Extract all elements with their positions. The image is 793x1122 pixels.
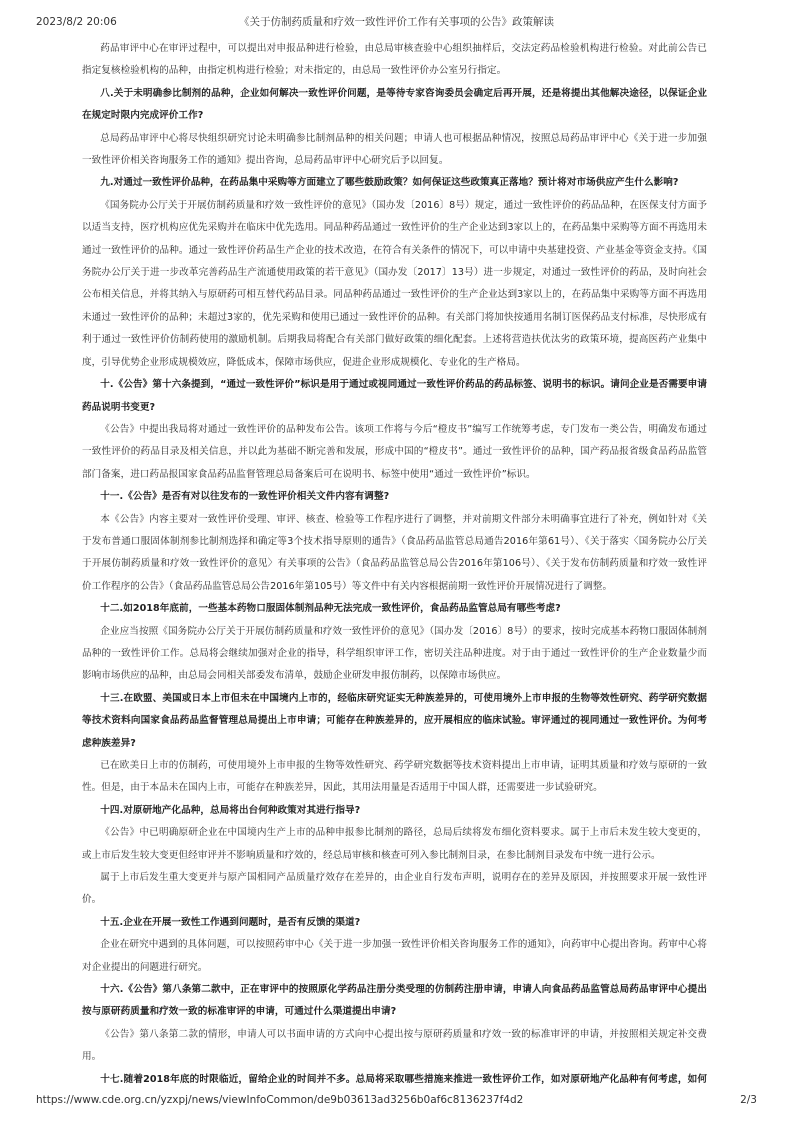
question-heading: 十二.如2018年底前，一些基本药物口服固体制剂品种无法完成一致性评价，食品药品监管总局有哪些考虑? [100, 603, 561, 615]
answer-paragraph: 已在欧美日上市的仿制药，可使用境外上市申报的生物等效性研究、药学研究数据等技术资料提出上市申请，证明其质量和疗效与原研的一致性。但是，由于本品未在国内上市，可能存在种族差异，因此，其用法用量是否适用于中国人群，还需要进一步试验研究。 [82, 760, 707, 794]
page-number: 2/3 [740, 1094, 757, 1106]
page-url: https://www.cde.org.cn/yzxpj/news/viewInfoCommon/de9b03613ad3256b0af6c8136237f4d2 [36, 1094, 524, 1106]
answer-paragraph: 《公告》中已明确原研企业在中国境内生产上市的品种申报参比制剂的路径，总局后续将发布细化资料要求。属于上市后未发生较大变更的，或上市后发生较大变更但经审评并不影响质量和疗效的，经总局审核和核查可列入参比制剂目录，在参比制剂目录发布中统一进行公示。 [82, 827, 707, 861]
question-heading: 十四.对原研地产化品种，总局将出台何种政策对其进行指导? [100, 804, 361, 816]
question-heading: 十六.《公告》第八条第二款中，正在审评中的按照原化学药品注册分类受理的仿制药注册申请，申请人向食品药品监管总局药品审评中心提出按与原研药质量和疗效一致的标准审评的申请，可通过什么渠道提出申请? [82, 984, 707, 1018]
print-header [36, 14, 757, 30]
question-heading: 八.关于未明确参比制剂的品种，企业如何解决一致性评价问题，是等待专家咨询委员会确定后再开展，还是将提出其他解决途径，以保证企业在规定时限内完成评价工作? [82, 87, 707, 122]
print-footer [36, 1092, 757, 1108]
print-datetime: 2023/8/2 20:06 [36, 16, 117, 28]
answer-paragraph: 《公告》中提出我局将对通过一致性评价的品种发布公告。该项工作将与今后“橙皮书”编写工作统筹考虑，专门发布一类公告，明确发布通过一致性评价的药品目录及相关信息，并以此为基础不断完善和发展，形成中国的“橙皮书”。通过一致性评价的品种，国产药品报省级食品药品监管部门备案，进口药品报国家食品药品监督管理总局备案后可在说明书、标签中使用“通过一致性评价”标识。 [82, 423, 707, 480]
answer-paragraph: 企业在研究中遇到的具体问题，可以按照药审中心《关于进一步加强一致性评价相关咨询服务工作的通知》，向药审中心提出咨询。药审中心将对企业提出的问题进行研究。 [82, 939, 707, 973]
question-heading: 十一.《公告》是否有对以往发布的一致性评价相关文件内容有调整? [100, 491, 390, 503]
answer-paragraph: 本《公告》内容主要对一致性评价受理、审评、核查、检验等工作程序进行了调整，并对前期文件部分未明确事宜进行了补充，例如针对《关于发布普通口服固体制剂参比制剂选择和确定等3个技术指导原则的通告》（食品药品监管总局通告2016年第61号）、《关于落实〈国务院办公厅关于开展仿制药质量和疗效一致性评价的意见〉有关事项的公告》（食品药品监管总局公告2016年第106号）、《关于发布仿制药质量和疗效一致性评价工作程序的公告》（食品药品监管总局公告2016年第105号）等文件中有关内容根据前期一致性评价开展情况进行了调整。 [82, 513, 707, 592]
question-heading: 九.对通过一致性评价品种，在药品集中采购等方面建立了哪些鼓励政策？如何保证这些政策真正落地？预计将对市场供应产生什么影响? [100, 177, 679, 189]
answer-paragraph: 总局药品审评中心将尽快组织研究讨论未明确参比制剂品种的相关问题；申请人也可根据品种情况，按照总局药品审评中心《关于进一步加强一致性评价相关咨询服务工作的通知》提出咨询，总局药品审评中心研究后予以回复。 [82, 132, 707, 167]
answer-paragraph: 《国务院办公厅关于开展仿制药质量和疗效一致性评价的意见》（国办发〔2016〕8号）规定，通过一致性评价的药品品种，在医保支付方面予以适当支持，医疗机构应优先采购并在临床中优先选用。同品种药品通过一致性评价的生产企业达到3家以上的，在药品集中采购等方面不再选用未通过一致性评价的品种。通过一致性评价药品生产企业的技术改造，在符合有关条件的情况下，可以申请中央基建投资、产业基金等资金支持。《国务院办公厅关于进一步改革完善药品生产流通使用政策的若干意见》（国办发〔2017〕13号）进一步规定，对通过一致性评价的药品，及时向社会公布相关信息，并将其纳入与原研药可相互替代药品目录。同品种药品通过一致性评价的生产企业达到3家以上的，在药品集中采购等方面不再选用未通过一致性评价的品种；未超过3家的，优先采购和使用已通过一致性评价的品种。有关部门将加快按通用名制订医保药品支付标准，尽快形成有利于通过一致性评价仿制药使用的激励机制。后期我局将配合有关部门做好政策的细化配套。上述将营造扶优汰劣的政策环境，提高医药产业集中度，引导优势企业形成规模效应，降低成本，保障市场供应，促进企业形成规模化、专业化的生产格局。 [82, 199, 707, 368]
answer-paragraph: 属于上市后发生重大变更并与原产国相同产品质量疗效存在差异的，由企业自行发布声明，说明存在的差异及原因，并按照要求开展一致性评价。 [82, 872, 707, 906]
answer-paragraph: 《公告》第八条第二款的情形，申请人可以书面申请的方式向中心提出按与原研药质量和疗效一致的标准审评的申请，并按照相关规定补交费用。 [82, 1028, 707, 1063]
question-heading: 十七.随着2018年底的时限临近，留给企业的时间并不多。总局将采取哪些措施来推进一致性评价工作，如对原研地产化品种有何考虑，如何 [100, 1073, 707, 1084]
question-heading: 十五.企业在开展一致性工作遇到问题时，是否有反馈的渠道? [100, 916, 361, 928]
question-heading: 十.《公告》第十六条提到，“通过一致性评价”标识是用于通过或视同通过一致性评价药品的药品标签、说明书的标识。请问企业是否需要申请药品说明书变更? [82, 379, 707, 413]
article-body [82, 38, 707, 1084]
answer-paragraph: 药品审评中心在审评过程中，可以提出对申报品种进行检验，由总局审核查验中心组织抽样后，交法定药品检验机构进行检验。对此前公告已指定复核检验机构的品种，由指定机构进行检验；对未指定的，由总局一致性评价办公室另行指定。 [82, 43, 707, 77]
document-title: 《关于仿制药质量和疗效一致性评价工作有关事项的公告》政策解读 [239, 16, 554, 28]
question-heading: 十三.在欧盟、美国或日本上市但未在中国境内上市的，经临床研究证实无种族差异的，可使用境外上市申报的生物等效性研究、药学研究数据等技术资料向国家食品药品监督管理总局提出上市申请；可能存在种族差异的，应开展相应的临床试验。审评通过的视同通过一致性评价。为何考虑种族差异? [82, 692, 707, 749]
answer-paragraph: 企业应当按照《国务院办公厅关于开展仿制药质量和疗效一致性评价的意见》（国办发〔2016〕8号）的要求，按时完成基本药物口服固体制剂品种的一致性评价工作。总局将会继续加强对企业的指导，科学组织审评工作，密切关注品种进度。对于由于通过一致性评价的生产企业数量少而影响市场供应的品种，由总局会同相关部委发布清单，鼓励企业研发申报仿制药，以保障市场供应。 [82, 625, 707, 682]
